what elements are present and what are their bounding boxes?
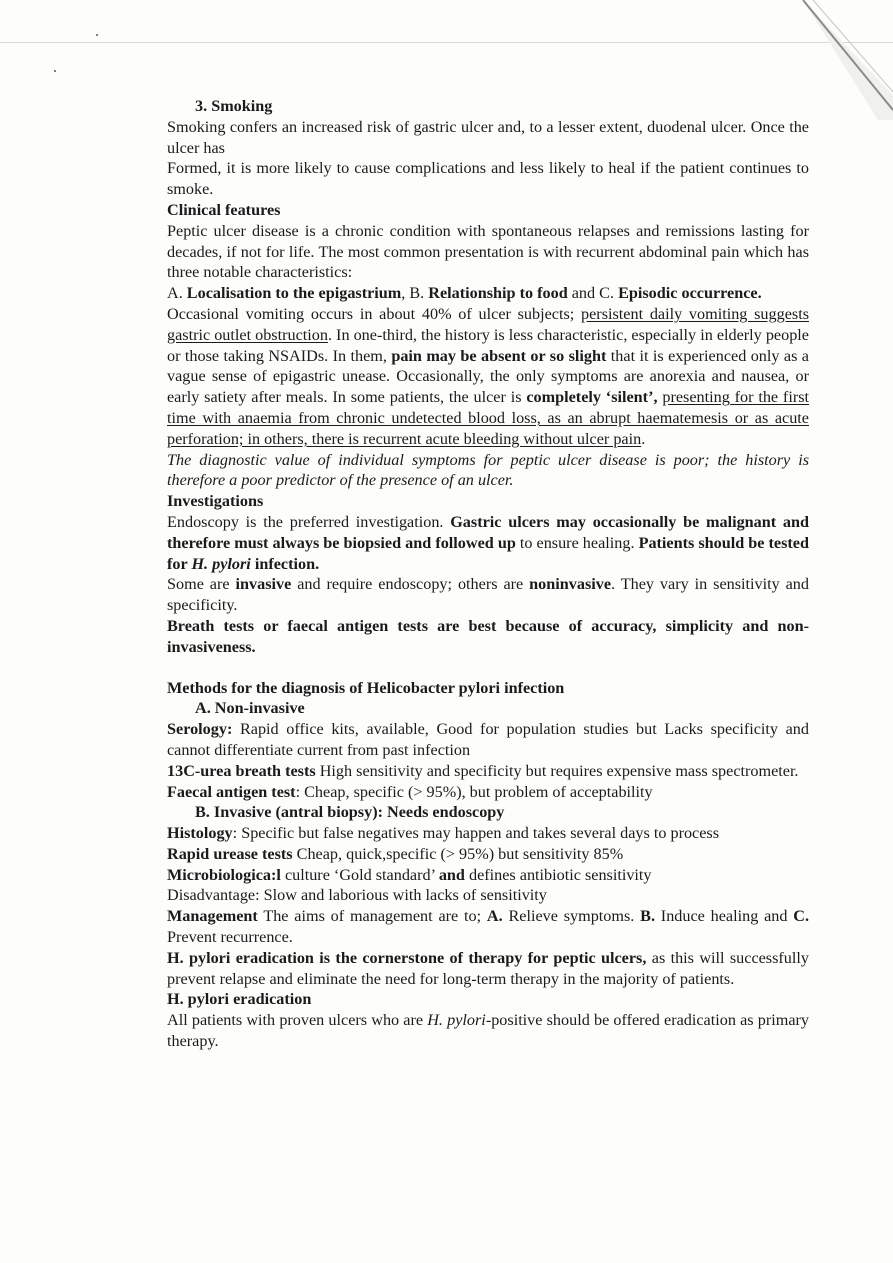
management-paragraph-1: Management The aims of management are to; A. Relieve symptoms. B. Induce healing and C. Prevent recurrence.	[167, 907, 810, 947]
eradication-paragraph: All patients with proven ulcers who are H. pylori-positive should be offered eradication as primary therapy.	[167, 1011, 809, 1051]
invasive-heading: B. Invasive (antral biopsy): Needs endoscopy	[195, 803, 505, 822]
serology-item: Serology: Rapid office kits, available, Good for population studies but Lacks specificity and cannot differentiate current from past infection	[167, 720, 809, 759]
investigations-heading: Investigations	[167, 492, 264, 511]
scan-edge-line	[0, 42, 893, 43]
management-paragraph-2: H. pylori eradication is the cornerstone of therapy for peptic ulcers, as this will successfully prevent relapse and eliminate the need for long-term therapy in the majority of patients.	[167, 948, 809, 988]
investigations-paragraph-2: Some are invasive and require endoscopy; others are noninvasive. They vary in sensitivity and specificity.	[167, 575, 809, 615]
spacer	[167, 658, 809, 678]
investigations-paragraph-1: Endoscopy is the preferred investigation. Gastric ulcers may occasionally be malignant and therefore must always be biopsied and followed up to ensure healing. Patients should be tested for H. pylori infection.	[167, 512, 810, 573]
faecal-antigen-item: Faecal antigen test: Cheap, specific (> 95%), but problem of acceptability	[167, 782, 653, 801]
scan-speck	[54, 70, 56, 72]
clinical-characteristics: A. Localisation to the epigastrium, B. Relationship to food and C. Episodic occurrence.	[167, 284, 762, 303]
clinical-paragraph-3: The diagnostic value of individual symptoms for peptic ulcer disease is poor; the history is therefore a poor predictor of the presence of an ulcer.	[167, 450, 809, 490]
smoking-paragraph-1: Smoking confers an increased risk of gastric ulcer and, to a lesser extent, duodenal ulcer. Once the ulcer has	[167, 117, 809, 157]
smoking-heading: 3. Smoking	[195, 97, 273, 115]
rapid-urease-item: Rapid urease tests Cheap, quick,specific (> 95%) but sensitivity 85%	[167, 844, 624, 863]
non-invasive-heading: A. Non-invasive	[195, 699, 305, 718]
investigations-paragraph-3: Breath tests or faecal antigen tests are best because of accuracy, simplicity and non-invasiveness.	[167, 616, 809, 656]
document-page	[167, 96, 809, 1052]
eradication-heading: H. pylori eradication	[167, 990, 312, 1009]
clinical-paragraph-1: Peptic ulcer disease is a chronic condition with spontaneous relapses and remissions lasting for decades, if not for life. The most common presentation is with recurrent abdominal pain which has three notable characteristics:	[167, 221, 809, 282]
clinical-paragraph-2: Occasional vomiting occurs in about 40% of ulcer subjects; persistent daily vomiting suggests gastric outlet obstruction. In one-third, the history is less characteristic, especially in elderly people or those taking NSAIDs. In them, pain may be absent or so slight that it is experienced only as a vague sense of epigastric unease. Occasionally, the only symptoms are anorexia and nausea, or early satiety after meals. In some patients, the ulcer is completely ‘silent’, presenting for the first time with anaemia from chronic undetected blood loss, as an abrupt haematemesis or as acute perforation; in others, there is recurrent acute bleeding without ulcer pain.	[167, 304, 810, 448]
scan-speck	[96, 34, 98, 36]
disadvantage-item: Disadvantage: Slow and laborious with lacks of sensitivity	[167, 886, 547, 905]
microbiological-item: Microbiologica:l culture ‘Gold standard’ and defines antibiotic sensitivity	[167, 865, 652, 884]
histology-item: Histology: Specific but false negatives may happen and takes several days to process	[167, 824, 720, 843]
clinical-features-heading: Clinical features	[167, 200, 281, 219]
smoking-paragraph-2: Formed, it is more likely to cause complications and less likely to heal if the patient continues to smoke.	[167, 159, 809, 199]
breath-test-item: 13C-urea breath tests High sensitivity and specificity but requires expensive mass spectrometer.	[167, 761, 799, 780]
methods-heading: Methods for the diagnosis of Helicobacter pylori infection	[167, 678, 565, 697]
